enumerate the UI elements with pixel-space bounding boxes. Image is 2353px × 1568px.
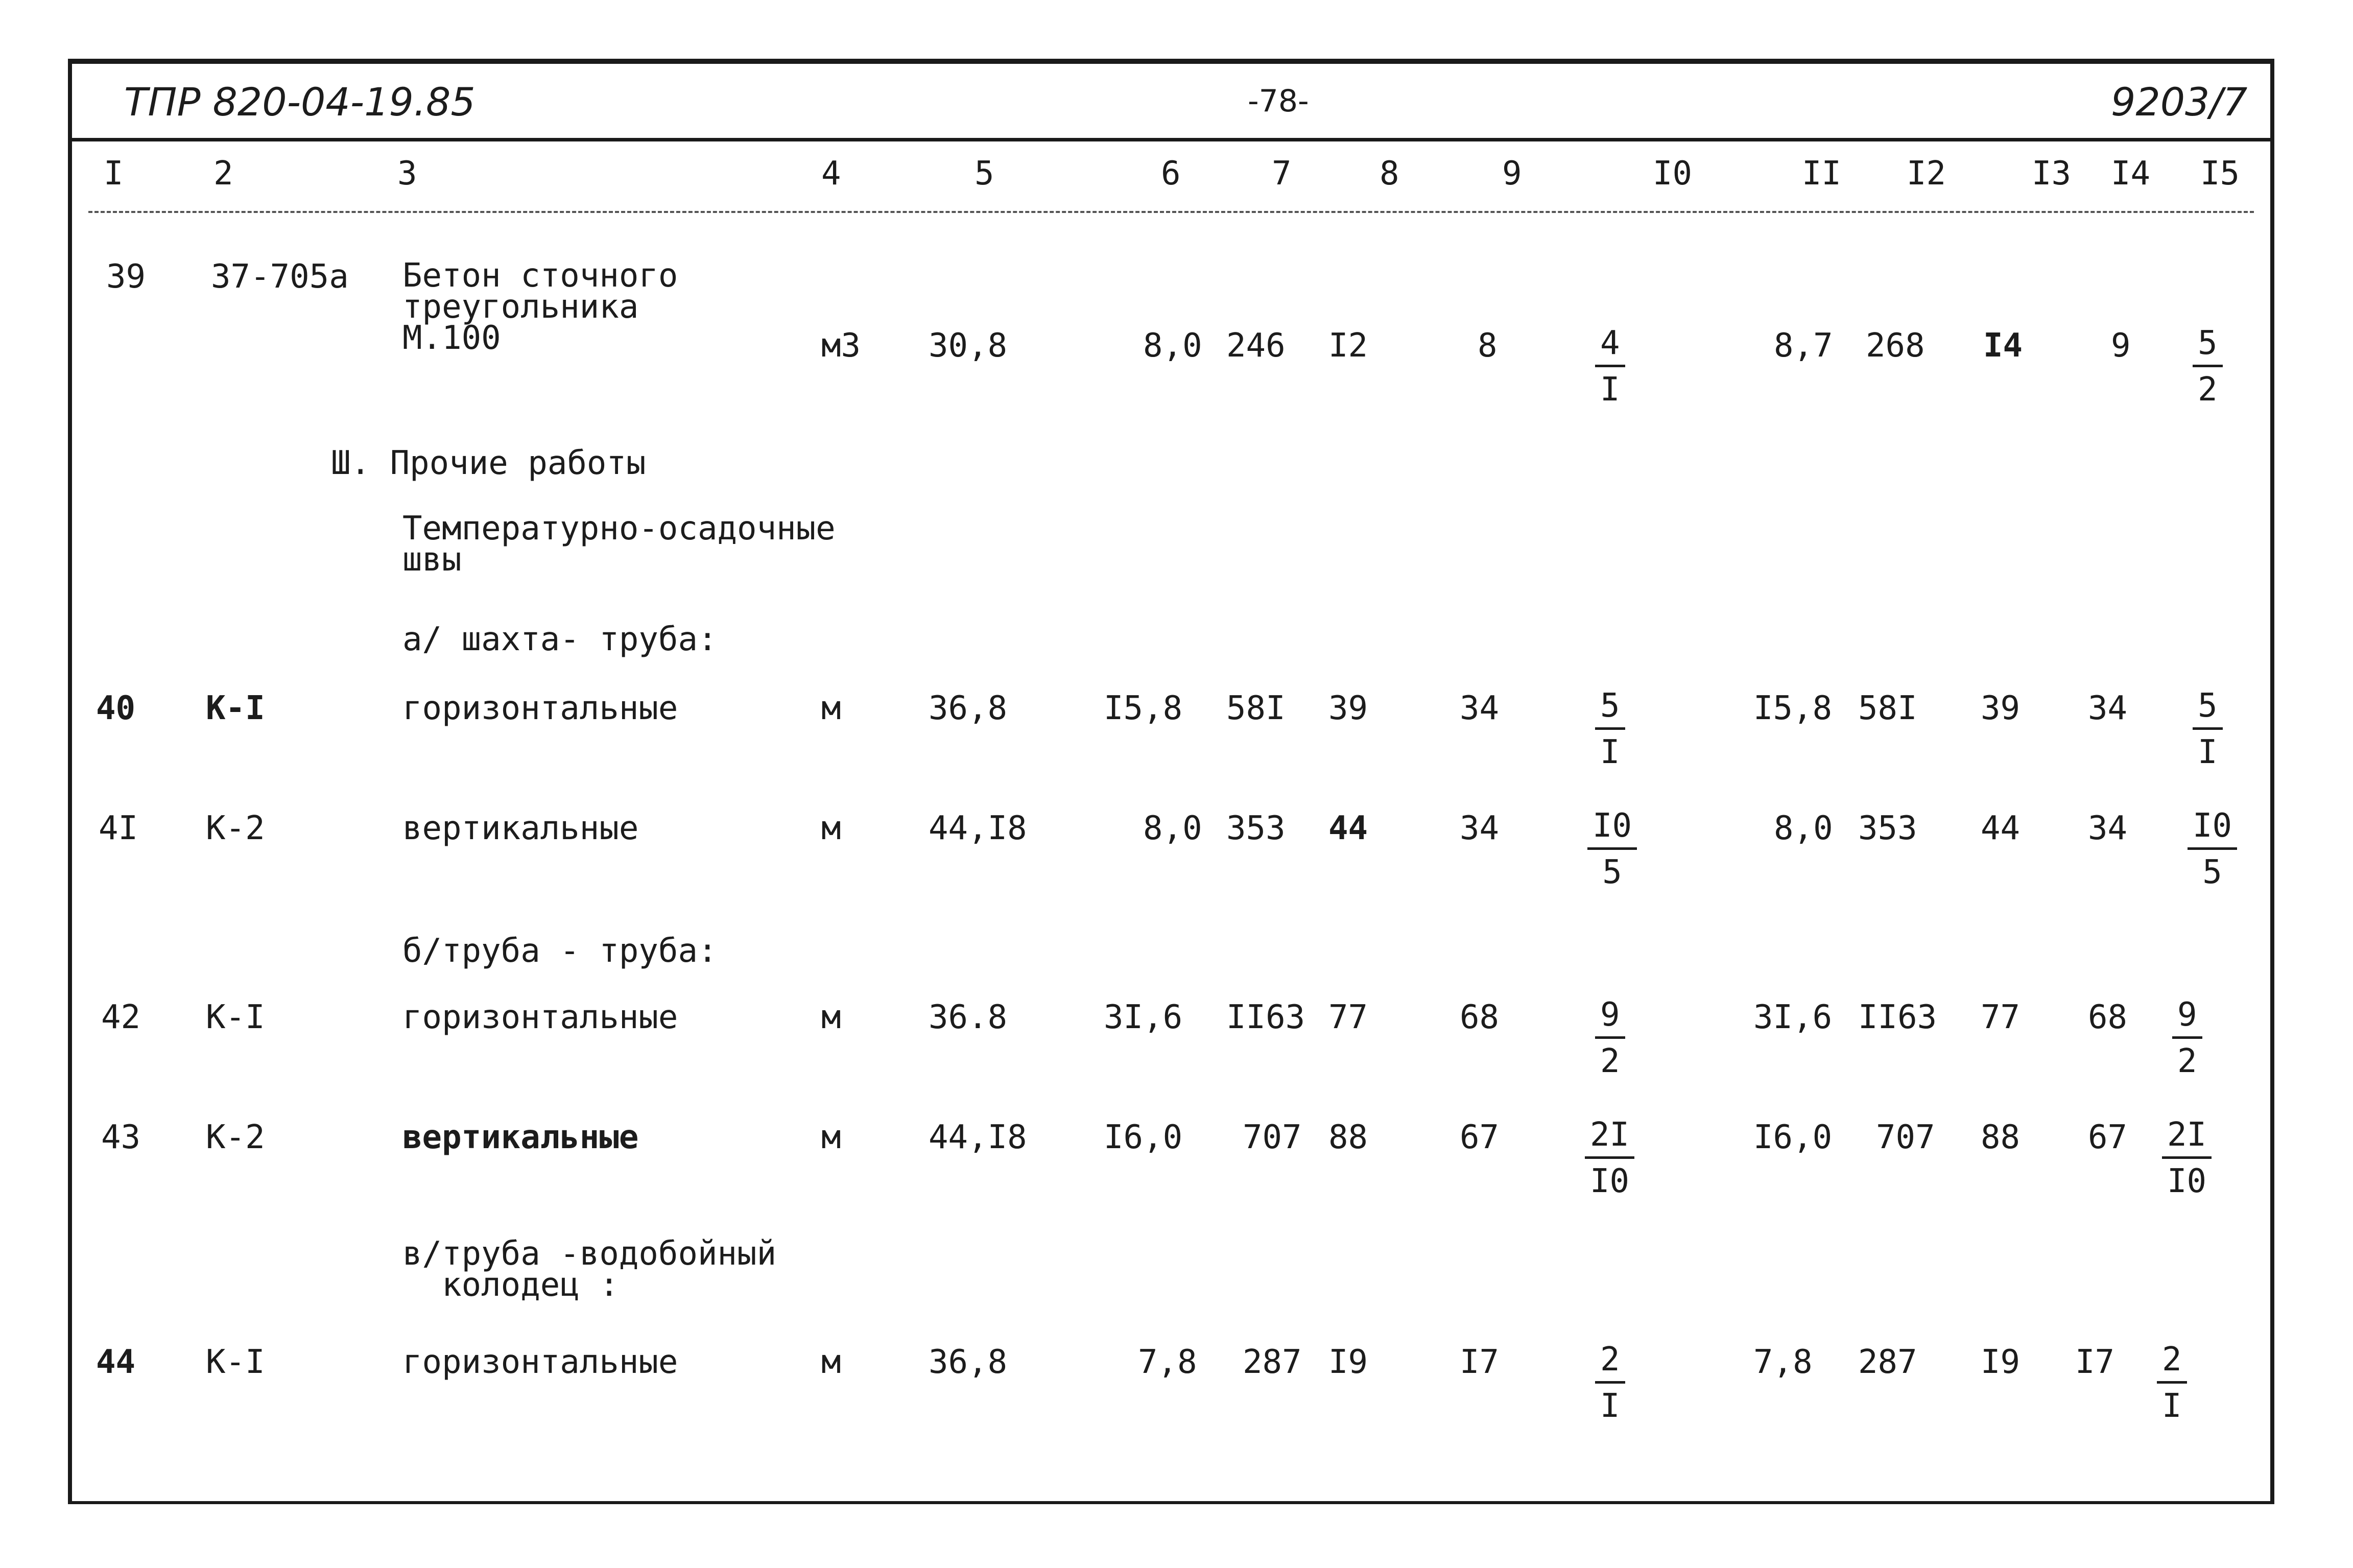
fraction-denominator: 2 (1600, 1042, 1620, 1080)
cell-c14: 34 (2088, 690, 2128, 727)
fraction-denominator: 5 (2202, 853, 2222, 891)
cell-c5: 44,I8 (929, 1119, 1027, 1156)
cell-c9: 8 (1478, 327, 1498, 365)
rate-code: К-2 (206, 810, 265, 847)
fraction-c15 (2172, 996, 2202, 1080)
rate-code: К-I (206, 999, 265, 1036)
cell-c13: 39 (1981, 690, 2021, 727)
cell-c8: 88 (1328, 1119, 1368, 1156)
cell-c9: 67 (1460, 1119, 1500, 1156)
cell-c9: 68 (1460, 999, 1500, 1036)
fraction-c15 (2193, 324, 2223, 409)
column-number: I0 (1653, 155, 1693, 193)
unit: м (821, 1343, 841, 1381)
work-name: горизонтальные (402, 690, 678, 727)
subsection-heading: в/труба -водобойный колодец : (402, 1235, 777, 1304)
frame-right-border (2270, 59, 2274, 1504)
cell-c13: I9 (1981, 1343, 2021, 1381)
column-number: I3 (2032, 155, 2072, 193)
cell-c12: 58I (1858, 690, 1917, 727)
cell-c12: 707 (1876, 1119, 1935, 1156)
fraction-numerator: 5 (1595, 690, 1625, 730)
section-heading: Ш. Прочие работы (331, 444, 646, 482)
cell-c8: I9 (1328, 1343, 1368, 1381)
cell-c8: 44 (1328, 810, 1368, 847)
fraction-numerator: I0 (2188, 810, 2237, 850)
fraction-denominator: I0 (1590, 1162, 1630, 1200)
fraction-numerator: 2I (2162, 1119, 2212, 1159)
work-name: Бетон сточного треугольника М.100 (402, 257, 678, 357)
column-number: 5 (975, 155, 994, 193)
cell-c11: I6,0 (1753, 1119, 1833, 1156)
fraction-denominator: I (2162, 1387, 2182, 1425)
fraction-denominator: I (2198, 733, 2218, 771)
rate-code: К-I (206, 690, 265, 727)
cell-c11: I5,8 (1753, 690, 1833, 727)
column-number: I5 (2200, 155, 2240, 193)
cell-c5: 36,8 (929, 690, 1008, 727)
fraction-c10 (1585, 1116, 1634, 1200)
fraction-numerator: 9 (2172, 999, 2202, 1039)
cell-c12: II63 (1858, 999, 1937, 1036)
unit: м (821, 1119, 841, 1156)
cell-c5: 30,8 (929, 327, 1008, 365)
fraction-c15 (2193, 687, 2223, 771)
fraction-denominator: I (1600, 733, 1620, 771)
document-code: ТПР 820-04-19.85 (124, 79, 476, 125)
fraction-c10 (1587, 807, 1637, 891)
column-number: 4 (821, 155, 841, 193)
row-number: 39 (106, 258, 146, 296)
cell-c11: 8,0 (1774, 810, 1833, 847)
work-name: вертикальные (402, 810, 639, 847)
cell-c12: 287 (1858, 1343, 1917, 1381)
sheet-number: 9203/7 (2111, 79, 2248, 125)
column-number: I (104, 155, 124, 193)
cell-c8: 39 (1328, 690, 1368, 727)
fraction-denominator: 2 (2177, 1042, 2197, 1080)
frame-left-border (68, 59, 72, 1504)
fraction-numerator: 5 (2193, 327, 2223, 367)
column-number: 3 (397, 155, 417, 193)
cell-c14: 9 (2111, 327, 2131, 365)
column-header-dashed-rule (88, 211, 2254, 213)
fraction-numerator: 9 (1595, 999, 1625, 1039)
cell-c11: 7,8 (1753, 1343, 1813, 1381)
cell-c14: 34 (2088, 810, 2128, 847)
cell-c11: 3I,6 (1753, 999, 1833, 1036)
fraction-denominator: 2 (2198, 371, 2218, 409)
subsection-heading: б/труба - труба: (402, 932, 718, 970)
fraction-denominator: I0 (2167, 1162, 2207, 1200)
cell-c7: 58I (1226, 690, 1286, 727)
cell-c6: 8,0 (1143, 327, 1202, 365)
cell-c9: 34 (1460, 810, 1500, 847)
fraction-numerator: 5 (2193, 690, 2223, 730)
cell-c5: 36.8 (929, 999, 1008, 1036)
work-name: горизонтальные (402, 999, 678, 1036)
cell-c11: 8,7 (1774, 327, 1833, 365)
cell-c6: 3I,6 (1104, 999, 1183, 1036)
fraction-c10 (1595, 1341, 1625, 1425)
fraction-numerator: I0 (1587, 810, 1637, 850)
row-number: 42 (101, 999, 141, 1036)
unit: м (821, 690, 841, 727)
cell-c12: 268 (1866, 327, 1925, 365)
cell-c14: I7 (2075, 1343, 2115, 1381)
cell-c6: 8,0 (1143, 810, 1202, 847)
fraction-c15 (2188, 807, 2237, 891)
cell-c13: 77 (1981, 999, 2021, 1036)
rate-code: К-I (206, 1343, 265, 1381)
subsection-heading: а/ шахта- труба: (402, 621, 718, 658)
column-number: 2 (213, 155, 233, 193)
fraction-c10 (1595, 687, 1625, 771)
unit: м3 (821, 327, 861, 365)
header-rule (68, 138, 2274, 141)
cell-c13: 88 (1981, 1119, 2021, 1156)
unit: м (821, 810, 841, 847)
rate-code: 37-705а (211, 258, 349, 296)
cell-c7: 246 (1226, 327, 1286, 365)
column-number: 7 (1272, 155, 1292, 193)
fraction-c10 (1595, 996, 1625, 1080)
row-number: 4I (99, 810, 138, 847)
cell-c7: 707 (1243, 1119, 1302, 1156)
cell-c7: II63 (1226, 999, 1305, 1036)
row-number: 44 (96, 1343, 136, 1381)
work-name: горизонтальные (402, 1343, 678, 1381)
cell-c9: 34 (1460, 690, 1500, 727)
subsection-heading: Температурно-осадочные швы (402, 510, 836, 579)
cell-c5: 44,I8 (929, 810, 1027, 847)
fraction-c10 (1595, 324, 1625, 409)
page-number: -78- (1248, 83, 1309, 119)
cell-c13: 44 (1981, 810, 2021, 847)
cell-c7: 353 (1226, 810, 1286, 847)
column-number: II (1802, 155, 1842, 193)
cell-c13: I4 (1983, 327, 2023, 365)
cell-c8: 77 (1328, 999, 1368, 1036)
cell-c6: I6,0 (1104, 1119, 1183, 1156)
fraction-c15 (2162, 1116, 2212, 1200)
frame-bottom-border (68, 1501, 2274, 1504)
fraction-c15 (2157, 1341, 2187, 1425)
work-name: вертикальные (402, 1119, 639, 1156)
document-sheet (68, 59, 2274, 1504)
cell-c8: I2 (1328, 327, 1368, 365)
cell-c5: 36,8 (929, 1343, 1008, 1381)
fraction-denominator: I (1600, 371, 1620, 409)
cell-c14: 68 (2088, 999, 2128, 1036)
fraction-numerator: 2 (1595, 1343, 1625, 1384)
fraction-denominator: 5 (1602, 853, 1622, 891)
fraction-denominator: I (1600, 1387, 1620, 1425)
row-number: 43 (101, 1119, 141, 1156)
cell-c14: 67 (2088, 1119, 2128, 1156)
fraction-numerator: 2I (1585, 1119, 1634, 1159)
cell-c6: 7,8 (1138, 1343, 1197, 1381)
column-number: I2 (1907, 155, 1946, 193)
row-number: 40 (96, 690, 136, 727)
column-number: 9 (1502, 155, 1522, 193)
frame-top-border (68, 59, 2274, 64)
fraction-numerator: 2 (2157, 1343, 2187, 1384)
cell-c12: 353 (1858, 810, 1917, 847)
column-number: I4 (2111, 155, 2151, 193)
column-number: 8 (1380, 155, 1399, 193)
cell-c9: I7 (1460, 1343, 1500, 1381)
cell-c6: I5,8 (1104, 690, 1183, 727)
column-number: 6 (1161, 155, 1181, 193)
fraction-numerator: 4 (1595, 327, 1625, 367)
cell-c7: 287 (1243, 1343, 1302, 1381)
unit: м (821, 999, 841, 1036)
rate-code: К-2 (206, 1119, 265, 1156)
